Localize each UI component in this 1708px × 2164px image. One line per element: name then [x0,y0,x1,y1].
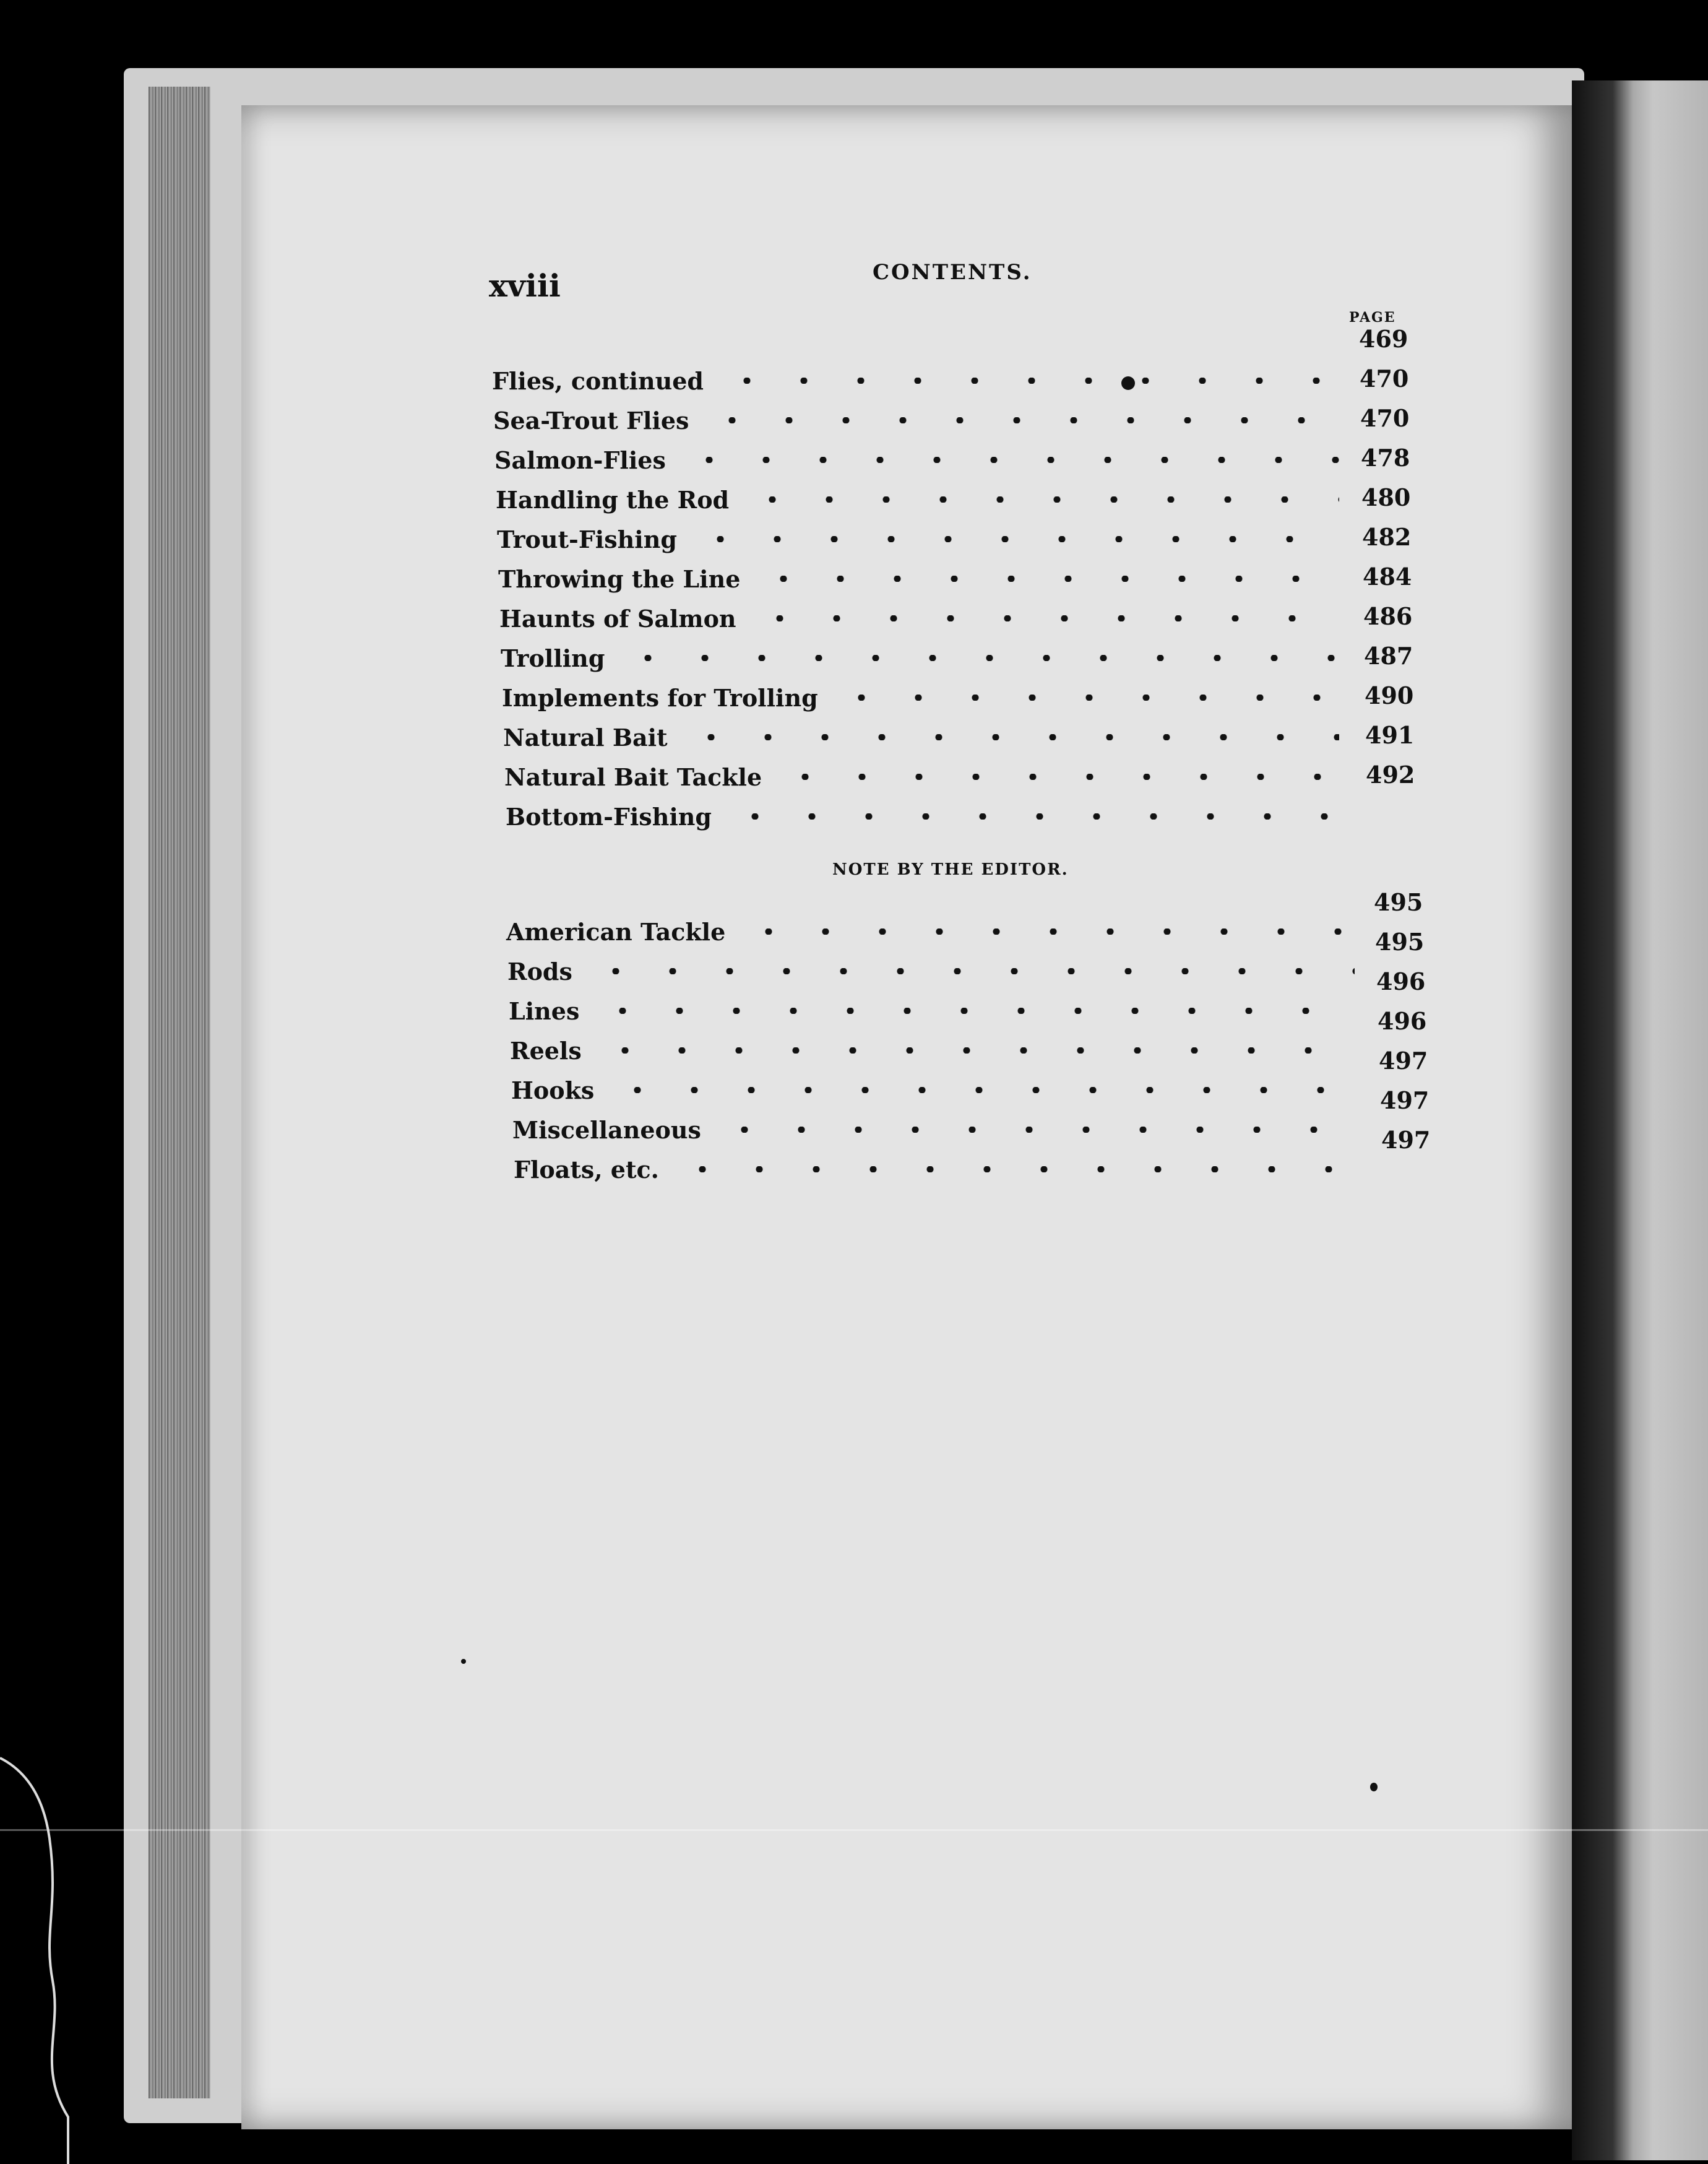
toc-entry-page-number: 497 [1381,1126,1431,1154]
dot-leader [827,695,1339,701]
toc-entry-title: Lines [509,997,580,1025]
toc-entry-title: Hooks [511,1076,595,1104]
toc-entry [499,600,1349,637]
toc-entry-title: Throwing the Line [498,565,741,593]
toc-entry-page-number: 470 [1360,365,1409,392]
toc-entry-page-number: 470 [1360,404,1410,432]
dot-leader [613,655,1339,661]
section-heading: NOTE BY THE EDITOR. [832,860,1069,879]
dot-leader [770,774,1339,780]
toc-entry [501,639,1349,677]
toc-entry-title: Natural Bait [503,723,668,751]
toc-entry-title: American Tackle [506,917,726,946]
toc-entry-title: Flies, continued [492,366,704,395]
page-title: CONTENTS. [873,260,1032,285]
ink-speck [1121,376,1135,390]
toc-entry-title: Reels [510,1036,582,1065]
toc-entry [507,953,1365,990]
dot-leader [581,968,1355,974]
ink-speck [461,1659,466,1664]
toc-entry-page-number: 487 [1364,642,1413,670]
toc-entry-title: Floats, etc. [514,1155,659,1184]
toc-entry-title: Handling the Rod [496,485,730,514]
toc-entry [494,441,1349,478]
dot-leader [720,813,1339,820]
toc-entry [510,1032,1365,1069]
toc-entry-page-number: 496 [1378,1007,1427,1035]
toc-entry [504,758,1349,795]
dot-leader [676,734,1339,740]
toc-entry-page-number: 496 [1376,967,1426,995]
dot-leader [590,1047,1355,1054]
dot-leader [710,1127,1355,1133]
toc-entry [497,521,1349,558]
page-column-label: PAGE [1349,309,1396,326]
toc-entry-page-number: 490 [1365,682,1414,709]
toc-entry [498,560,1349,597]
toc-entry-page-number: 484 [1363,563,1412,591]
toc-entry [511,1071,1365,1109]
toc-entry [506,798,1349,835]
toc-entry [506,913,1365,950]
toc-entry-title: Trolling [501,644,605,672]
toc-entry [496,481,1349,518]
toc-entry-page-number: 495 [1374,888,1423,916]
toc-entry-page-number: 478 [1361,444,1410,472]
toc-entry-title: Trout-Fishing [497,525,677,553]
scan-artifact-curve [0,1746,87,2164]
toc-entry-page-number: 491 [1365,721,1415,749]
toc-entry-title: Bottom-Fishing [506,802,712,831]
toc-entry-page-number: 486 [1363,602,1413,630]
dot-leader [745,615,1339,621]
dot-leader [686,536,1339,542]
facing-page-edge [1572,80,1708,2160]
toc-entry-title: Sea-Trout Flies [493,406,689,435]
toc-entry [503,719,1349,756]
ink-speck [1370,1783,1378,1791]
toc-entry-page-number: 497 [1380,1086,1430,1114]
dot-leader [749,576,1339,582]
scan-line [0,1829,1708,1831]
toc-entry-page-number: 469 [1359,325,1408,353]
toc-entry-page-number: 495 [1375,928,1425,956]
toc-entry-title: Implements for Trolling [502,683,818,712]
dot-leader [738,496,1339,503]
dot-leader [734,928,1355,935]
dot-leader [588,1008,1355,1014]
toc-entry-page-number: 492 [1366,761,1415,789]
dot-leader [712,378,1339,384]
page-edges [149,87,210,2098]
toc-entry-title: Natural Bait Tackle [504,763,762,791]
dot-leader [668,1166,1355,1172]
toc-entry-title: Haunts of Salmon [499,604,736,633]
dot-leader [603,1087,1355,1093]
toc-entry [502,679,1349,716]
toc-entry-page-number: 497 [1379,1047,1428,1075]
toc-entry-title: Miscellaneous [512,1115,701,1144]
dot-leader [697,417,1339,423]
toc-entry [493,402,1349,439]
toc-entry-title: Salmon-Flies [494,446,666,474]
toc-entry [512,1111,1365,1148]
toc-entry-title: Rods [507,957,572,985]
toc-entry-page-number: 482 [1362,523,1412,551]
toc-entry [514,1151,1365,1188]
dot-leader [675,457,1339,463]
page-number: xviii [489,267,561,304]
toc-entry-page-number: 480 [1361,483,1411,511]
toc-entry [492,362,1349,399]
toc-entry [509,992,1365,1029]
